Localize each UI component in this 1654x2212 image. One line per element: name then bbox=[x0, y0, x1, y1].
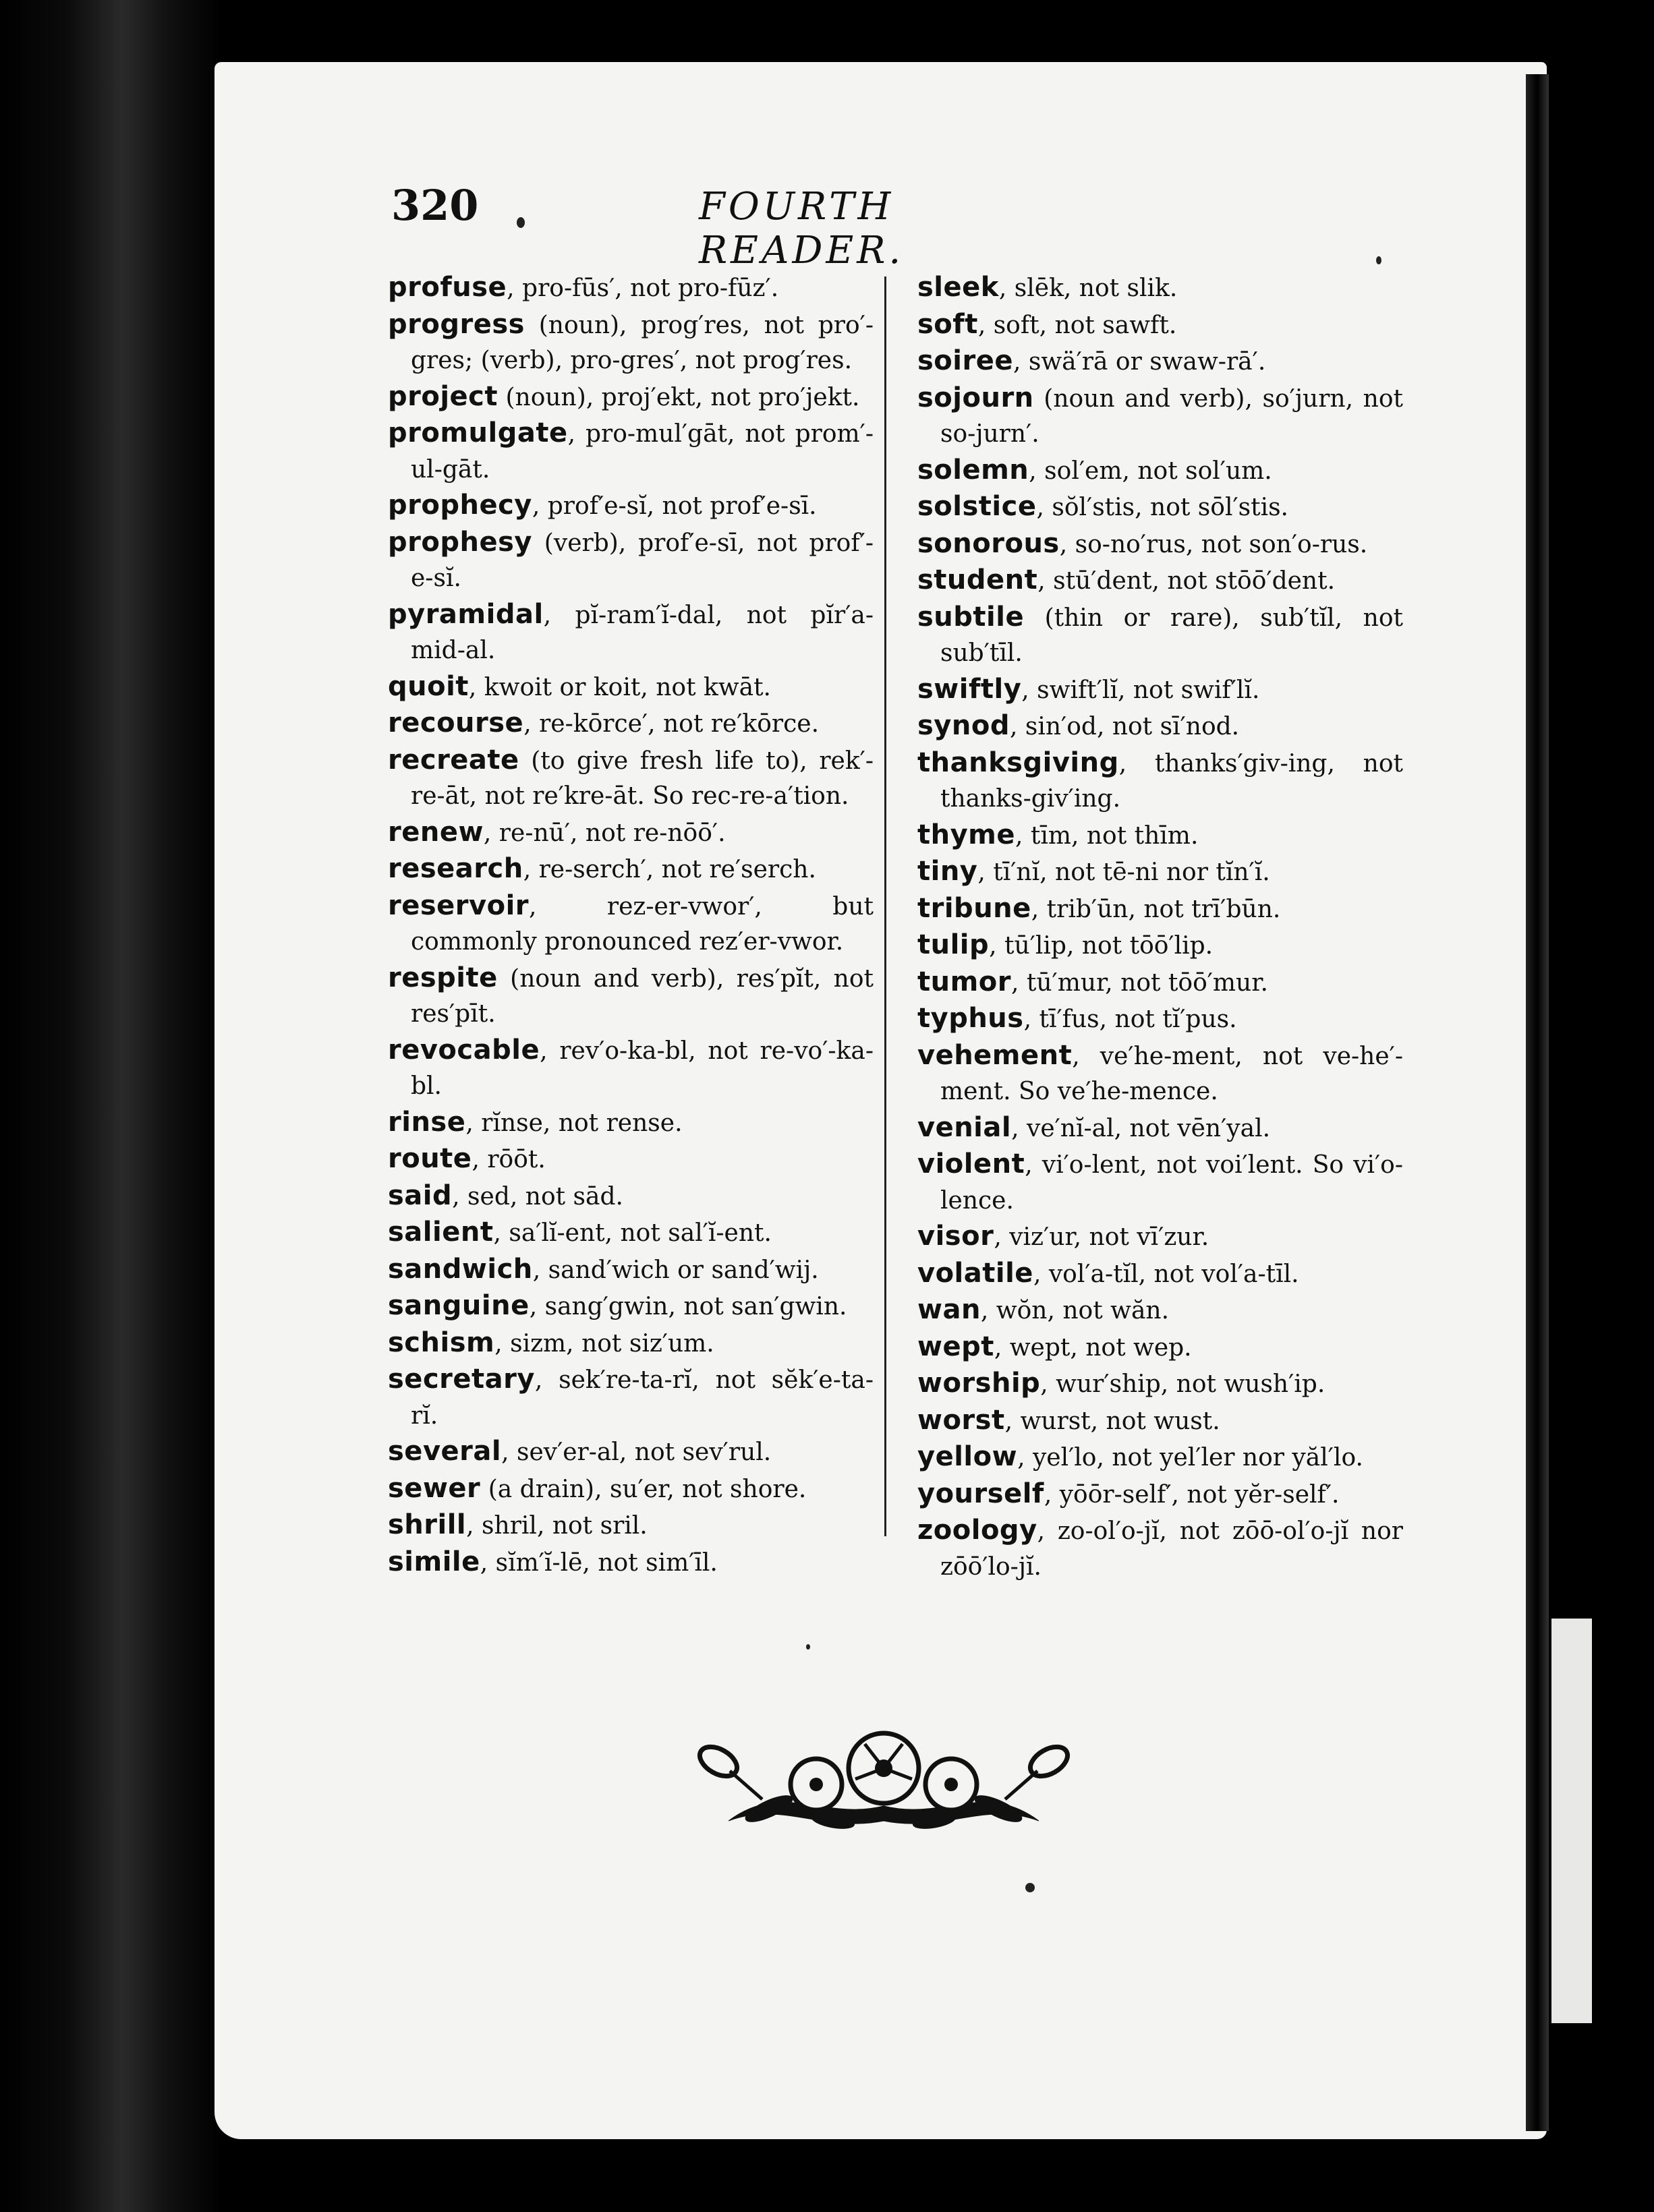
entry-headword: sojourn bbox=[917, 382, 1034, 413]
dictionary-entry bbox=[917, 1476, 1403, 1513]
dictionary-entry bbox=[917, 817, 1403, 854]
entry-headword: zoology bbox=[917, 1515, 1037, 1546]
dictionary-entry bbox=[388, 888, 874, 960]
entry-headword: thyme bbox=[917, 819, 1015, 850]
dictionary-entry bbox=[388, 705, 874, 743]
entry-headword: student bbox=[917, 564, 1038, 595]
entry-pronunciation: , wŏn, not wăn. bbox=[980, 1297, 1170, 1325]
entry-pronunciation: , sek′re-ta-rĭ, not sĕk′e-ta-rĭ. bbox=[411, 1366, 874, 1430]
dictionary-entry bbox=[388, 1362, 874, 1434]
dictionary-entry bbox=[388, 525, 874, 597]
entry-headword: wan bbox=[917, 1294, 981, 1325]
entry-pronunciation: , sŏl′stis, not sōl′stis. bbox=[1036, 494, 1289, 521]
dictionary-entry bbox=[917, 672, 1403, 709]
entry-headword: project bbox=[388, 380, 498, 412]
entry-pronunciation: , shril, not sril. bbox=[466, 1512, 648, 1540]
dictionary-entry bbox=[917, 1439, 1403, 1476]
dictionary-entry bbox=[388, 597, 874, 669]
entry-headword: research bbox=[388, 853, 523, 884]
dictionary-entry bbox=[388, 743, 874, 815]
entry-pronunciation: , re-kōrce′, not re′kōrce. bbox=[523, 710, 820, 738]
entry-pronunciation: , vi′o-lent, not voi′lent. So vi′o-lence. bbox=[940, 1151, 1403, 1215]
entry-pronunciation: , ve′he-ment, not ve-he′-ment. So ve′he-mence. bbox=[940, 1042, 1403, 1105]
entry-pronunciation: , soft, not sawft. bbox=[977, 311, 1177, 339]
entry-headword: respite bbox=[388, 962, 498, 993]
entry-headword: tulip bbox=[917, 929, 990, 960]
entry-pronunciation: (verb), prof′e-sī, not prof′-e-sĭ. bbox=[411, 529, 874, 592]
dictionary-entry bbox=[917, 1513, 1403, 1585]
entry-pronunciation: , wept, not wep. bbox=[994, 1333, 1192, 1362]
entry-headword: sewer bbox=[388, 1472, 481, 1504]
dictionary-entry bbox=[917, 927, 1403, 964]
entry-pronunciation: (noun), prog′res, not pro′-gres; (verb), pro-gres′, not prog′res. bbox=[411, 311, 874, 374]
entry-pronunciation: , tū′lip, not tōō′lip. bbox=[989, 932, 1214, 960]
dictionary-entry bbox=[917, 1146, 1403, 1219]
entry-pronunciation: , thanks′giv-ing, not thanks-giv′ing. bbox=[940, 749, 1403, 813]
dictionary-entry bbox=[917, 891, 1403, 928]
entry-headword: yourself bbox=[917, 1478, 1044, 1509]
entry-headword: reservoir bbox=[388, 890, 530, 921]
entry-headword: pyramidal bbox=[388, 598, 544, 630]
left-column bbox=[388, 270, 874, 1581]
entry-headword: soft bbox=[917, 308, 978, 340]
entry-pronunciation: (noun), proj′ekt, not pro′jekt. bbox=[498, 383, 860, 411]
entry-pronunciation: , stū′dent, not stōō′dent. bbox=[1037, 567, 1336, 595]
entry-headword: promulgate bbox=[388, 417, 568, 448]
entry-headword: sonorous bbox=[917, 527, 1060, 559]
entry-pronunciation: , trib′ūn, not trī′būn. bbox=[1031, 895, 1281, 923]
entry-headword: subtile bbox=[917, 601, 1025, 633]
entry-headword: solstice bbox=[917, 491, 1037, 522]
entry-headword: venial bbox=[917, 1111, 1012, 1143]
dictionary-entry bbox=[917, 343, 1403, 380]
running-head: FOURTH READER. bbox=[699, 185, 905, 272]
scan-dark-border bbox=[0, 0, 223, 2212]
entry-pronunciation: (noun and verb), res′pĭt, not res′pīt. bbox=[411, 964, 874, 1028]
entry-headword: recourse bbox=[388, 707, 524, 738]
dictionary-entry bbox=[917, 1219, 1403, 1256]
dictionary-entry bbox=[388, 1215, 874, 1252]
entry-pronunciation: , sa′lĭ-ent, not sal′ĭ-ent. bbox=[493, 1219, 772, 1247]
entry-headword: vehement bbox=[917, 1039, 1073, 1071]
entry-pronunciation: , tīm, not thīm. bbox=[1015, 821, 1199, 850]
entry-headword: renew bbox=[388, 816, 484, 848]
entry-pronunciation: , sev′er-al, not sev′rul. bbox=[501, 1438, 772, 1466]
dictionary-entry bbox=[388, 307, 874, 379]
entry-headword: salient bbox=[388, 1217, 494, 1248]
entry-pronunciation: , tī′fus, not tĭ′pus. bbox=[1023, 1006, 1237, 1033]
entry-pronunciation: , sĭm′ĭ-lē, not sim′īl. bbox=[480, 1548, 718, 1577]
entry-pronunciation: , so-no′rus, not son′o-rus. bbox=[1059, 530, 1368, 558]
entry-pronunciation: , sin′od, not sī′nod. bbox=[1009, 713, 1240, 740]
dictionary-entry bbox=[388, 1507, 874, 1544]
entry-headword: quoit bbox=[388, 670, 469, 702]
dictionary-entry bbox=[917, 1292, 1403, 1329]
entry-headword: visor bbox=[917, 1221, 994, 1252]
dictionary-entry bbox=[917, 380, 1403, 453]
dictionary-entry bbox=[388, 1032, 874, 1105]
entry-headword: tiny bbox=[917, 856, 978, 887]
entry-pronunciation: , tū′mur, not tōō′mur. bbox=[1010, 968, 1268, 997]
dictionary-entry bbox=[917, 453, 1403, 490]
entry-headword: schism bbox=[388, 1327, 495, 1358]
entry-pronunciation: , pĭ-ram′ĭ-dal, not pĭr′a-mid-al. bbox=[411, 601, 874, 664]
entry-pronunciation: , sizm, not siz′um. bbox=[494, 1329, 714, 1358]
page-number: 320 bbox=[391, 181, 479, 230]
dictionary-entry bbox=[388, 1288, 874, 1325]
dictionary-entry bbox=[388, 669, 874, 706]
entry-headword: soiree bbox=[917, 345, 1013, 376]
entry-pronunciation: , prof′e-sĭ, not prof′e-sī. bbox=[532, 492, 817, 520]
entry-pronunciation: , sed, not sād. bbox=[452, 1182, 623, 1211]
dictionary-entry bbox=[917, 745, 1403, 817]
dictionary-entry bbox=[388, 379, 874, 416]
entry-headword: wept bbox=[917, 1331, 994, 1362]
entry-headword: progress bbox=[388, 308, 525, 340]
book-gutter bbox=[1526, 74, 1549, 2131]
entry-headword: route bbox=[388, 1143, 472, 1174]
entry-headword: simile bbox=[388, 1546, 480, 1577]
dictionary-entry bbox=[388, 1105, 874, 1142]
dictionary-entry bbox=[388, 415, 874, 488]
dictionary-entry bbox=[388, 1471, 874, 1508]
entry-headword: sandwich bbox=[388, 1253, 533, 1285]
entry-pronunciation: , viz′ur, not vī′zur. bbox=[994, 1223, 1209, 1251]
entry-pronunciation: , vol′a-tĭl, not vol′a-tīl. bbox=[1033, 1260, 1299, 1288]
dictionary-entry bbox=[917, 1329, 1403, 1366]
entry-headword: prophesy bbox=[388, 526, 532, 558]
entry-pronunciation: , re-nū′, not re-nōō′. bbox=[483, 819, 726, 847]
dictionary-entry bbox=[388, 488, 874, 525]
dictionary-entry bbox=[917, 1038, 1403, 1110]
dictionary-entry bbox=[917, 307, 1403, 344]
entry-pronunciation: , rez-er-vwor′, but commonly pronounced rez′er-vwor. bbox=[411, 892, 874, 956]
entry-pronunciation: , zo-ol′o-jĭ, not zōō-ol′o-jĭ nor zōō′lo-jĭ. bbox=[940, 1517, 1403, 1581]
entry-headword: solemn bbox=[917, 454, 1029, 486]
entry-pronunciation: , rōōt. bbox=[472, 1146, 546, 1173]
dictionary-entry bbox=[917, 964, 1403, 1001]
print-speck bbox=[806, 1644, 810, 1650]
page-header bbox=[391, 181, 1106, 272]
entry-headword: sanguine bbox=[388, 1290, 530, 1321]
entry-headword: recreate bbox=[388, 744, 519, 776]
entry-pronunciation: (noun and verb), so′jurn, not so-jurn′. bbox=[940, 384, 1403, 448]
entry-pronunciation: , tī′nĭ, not tē-ni nor tĭn′ĭ. bbox=[977, 858, 1270, 886]
entry-pronunciation: , sol′em, not sol′um. bbox=[1029, 457, 1272, 485]
dictionary-entry bbox=[917, 526, 1403, 563]
entry-pronunciation: , re-serch′, not re′serch. bbox=[523, 856, 816, 883]
dictionary-entry bbox=[917, 489, 1403, 526]
dictionary-entry bbox=[917, 270, 1403, 307]
entry-pronunciation: , yel′lo, not yel′ler nor yăl′lo. bbox=[1017, 1444, 1363, 1472]
dictionary-entry bbox=[917, 708, 1403, 745]
entry-pronunciation: , ve′nĭ-al, not vēn′yal. bbox=[1011, 1114, 1271, 1142]
dictionary-entry bbox=[388, 1544, 874, 1581]
dictionary-entry bbox=[917, 1110, 1403, 1147]
dictionary-entry bbox=[388, 815, 874, 852]
dictionary-entry bbox=[917, 1001, 1403, 1038]
entry-pronunciation: (a drain), su′er, not shore. bbox=[480, 1475, 807, 1503]
entry-pronunciation: , pro-mul′gāt, not prom′-ul-gāt. bbox=[411, 420, 874, 484]
entry-headword: thanksgiving bbox=[917, 747, 1119, 778]
dictionary-entry bbox=[388, 270, 874, 307]
entry-pronunciation: (thin or rare), sub′tĭl, not sub′tīl. bbox=[940, 604, 1403, 667]
column-divider bbox=[884, 276, 886, 1536]
print-speck bbox=[1025, 1883, 1035, 1892]
entry-pronunciation: , rev′o-ka-bl, not re-vo′-ka-bl. bbox=[411, 1037, 874, 1100]
entry-pronunciation: , swä′rā or swaw-rā′. bbox=[1013, 348, 1266, 376]
entry-headword: several bbox=[388, 1436, 502, 1467]
entry-headword: worst bbox=[917, 1404, 1005, 1436]
entry-headword: worship bbox=[917, 1368, 1041, 1399]
dictionary-entry bbox=[388, 1141, 874, 1178]
entry-headword: prophecy bbox=[388, 490, 532, 521]
entry-pronunciation: (to give fresh life to), rek′-re-āt, not re′kre-āt. So rec-re-a′tion. bbox=[411, 747, 874, 810]
entry-pronunciation: , pro-fūs′, not pro-fūz′. bbox=[507, 274, 779, 302]
dictionary-entry bbox=[917, 1366, 1403, 1403]
entry-pronunciation: , swift′lĭ, not swif′lĭ. bbox=[1021, 676, 1260, 704]
entry-pronunciation: , yōōr-self′, not yĕr-self′. bbox=[1044, 1480, 1340, 1509]
entry-headword: shrill bbox=[388, 1509, 467, 1540]
print-speck bbox=[517, 217, 525, 228]
dictionary-entry bbox=[917, 562, 1403, 600]
dictionary-entry bbox=[388, 1252, 874, 1289]
entry-pronunciation: , rĭnse, not rense. bbox=[465, 1109, 683, 1137]
dictionary-entry bbox=[388, 1434, 874, 1471]
entry-headword: volatile bbox=[917, 1257, 1033, 1289]
entry-headword: swiftly bbox=[917, 673, 1022, 705]
dictionary-entry bbox=[917, 600, 1403, 672]
dictionary-entry bbox=[917, 1256, 1403, 1293]
dictionary-entry bbox=[388, 960, 874, 1032]
entry-headword: synod bbox=[917, 710, 1010, 741]
entry-headword: revocable bbox=[388, 1034, 540, 1066]
print-speck bbox=[1376, 256, 1381, 264]
entry-headword: yellow bbox=[917, 1441, 1018, 1472]
dictionary-entry bbox=[388, 851, 874, 888]
entry-headword: typhus bbox=[917, 1003, 1024, 1034]
dictionary-entry bbox=[388, 1178, 874, 1215]
entry-pronunciation: , slēk, not slik. bbox=[998, 274, 1178, 302]
entry-pronunciation: , wur′ship, not wush′ip. bbox=[1040, 1370, 1325, 1398]
entry-pronunciation: , sang′gwin, not san′gwin. bbox=[529, 1293, 847, 1320]
entry-pronunciation: , kwoit or koit, not kwāt. bbox=[468, 673, 771, 701]
entry-headword: rinse bbox=[388, 1106, 466, 1138]
entry-pronunciation: , wurst, not wust. bbox=[1004, 1407, 1220, 1435]
entry-headword: said bbox=[388, 1180, 453, 1211]
dictionary-entry bbox=[917, 1403, 1403, 1440]
facing-page-fragment bbox=[1551, 1619, 1592, 2023]
right-column bbox=[917, 270, 1403, 1585]
entry-headword: sleek bbox=[917, 272, 999, 303]
entry-headword: tumor bbox=[917, 966, 1011, 997]
entry-pronunciation: , sand′wich or sand′wij. bbox=[532, 1256, 819, 1284]
dictionary-entry bbox=[388, 1325, 874, 1362]
dictionary-entry bbox=[917, 854, 1403, 891]
entry-headword: tribune bbox=[917, 892, 1031, 924]
entry-headword: secretary bbox=[388, 1364, 535, 1395]
entry-headword: profuse bbox=[388, 272, 507, 303]
flower-vignette-icon bbox=[688, 1720, 1079, 1834]
entry-headword: violent bbox=[917, 1148, 1025, 1180]
